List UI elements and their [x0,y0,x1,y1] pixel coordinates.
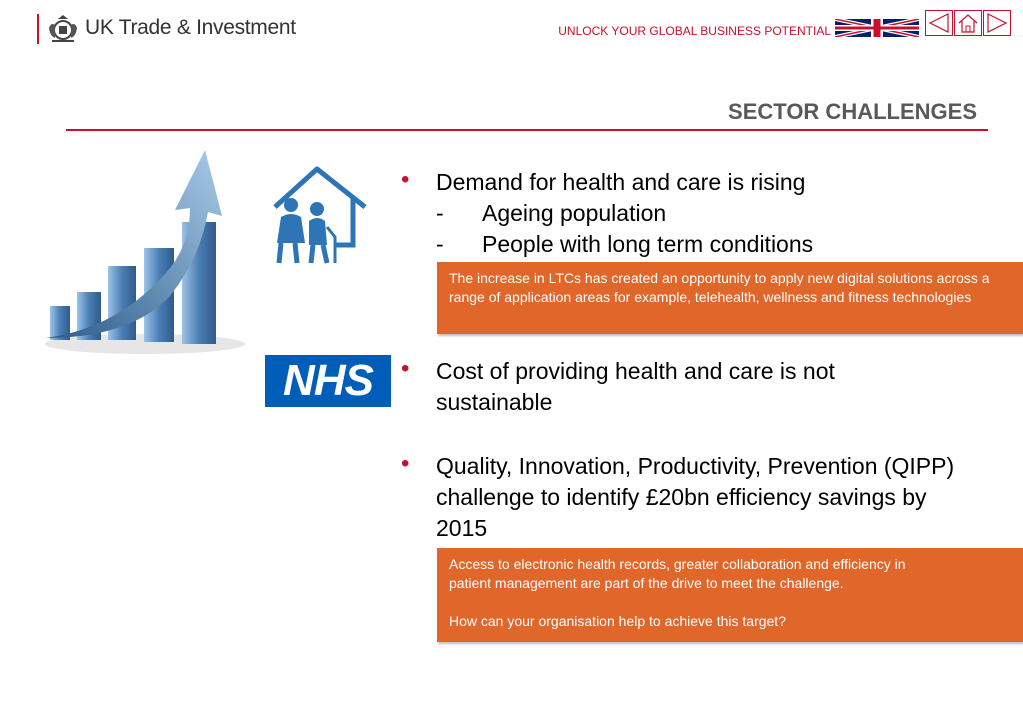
title-divider [66,129,988,131]
callout-ltc-opportunity [437,262,1023,334]
nhs-logo: NHS [265,355,391,407]
home-button[interactable] [954,10,982,36]
callout-text: Access to electronic health records, greater collaboration and efficiency in patient management are part of the drive to meet the challenge. [449,556,906,591]
next-slide-button[interactable] [983,10,1011,36]
sub-item-text: Ageing population [482,200,667,226]
brand-name: UK Trade & Investment [85,16,296,39]
callout-question: How can your organisation help to achieve this target? [449,613,786,629]
dash: - [436,200,444,226]
sub-item-ageing [436,198,666,229]
royal-crest-icon [46,14,80,44]
page-title: SECTOR CHALLENGES [728,99,977,124]
home-icon [954,10,982,36]
bullet-icon: • [401,450,410,477]
union-jack-icon [835,19,919,37]
bullet-icon: • [401,355,410,382]
sub-item-text: People with long term conditions [482,231,814,257]
bullet-icon: • [401,166,410,193]
bullet-demand: Demand for health and care is rising [436,169,806,195]
dash: - [436,231,444,257]
sub-item-ltc [436,229,813,260]
previous-slide-button[interactable] [925,10,953,36]
callout-text: The increase in LTCs has created an opportunity to apply new digital solutions across a range of application areas for example, telehealth, wellness and fitness technologies [449,270,990,305]
callout-health-records [437,548,1023,642]
header-divider [37,14,39,44]
bullet-cost: Cost of providing health and care is not sustainable [436,358,835,415]
growth-chart-icon [40,148,255,358]
arrow-left-icon [925,10,953,36]
elderly-care-icon [265,165,370,268]
tagline: UNLOCK YOUR GLOBAL BUSINESS POTENTIAL [558,24,831,38]
arrow-right-icon [983,10,1011,36]
bullet-qipp: Quality, Innovation, Productivity, Prevention (QIPP) challenge to identify £20bn efficiency savings by 2015 [436,453,955,541]
